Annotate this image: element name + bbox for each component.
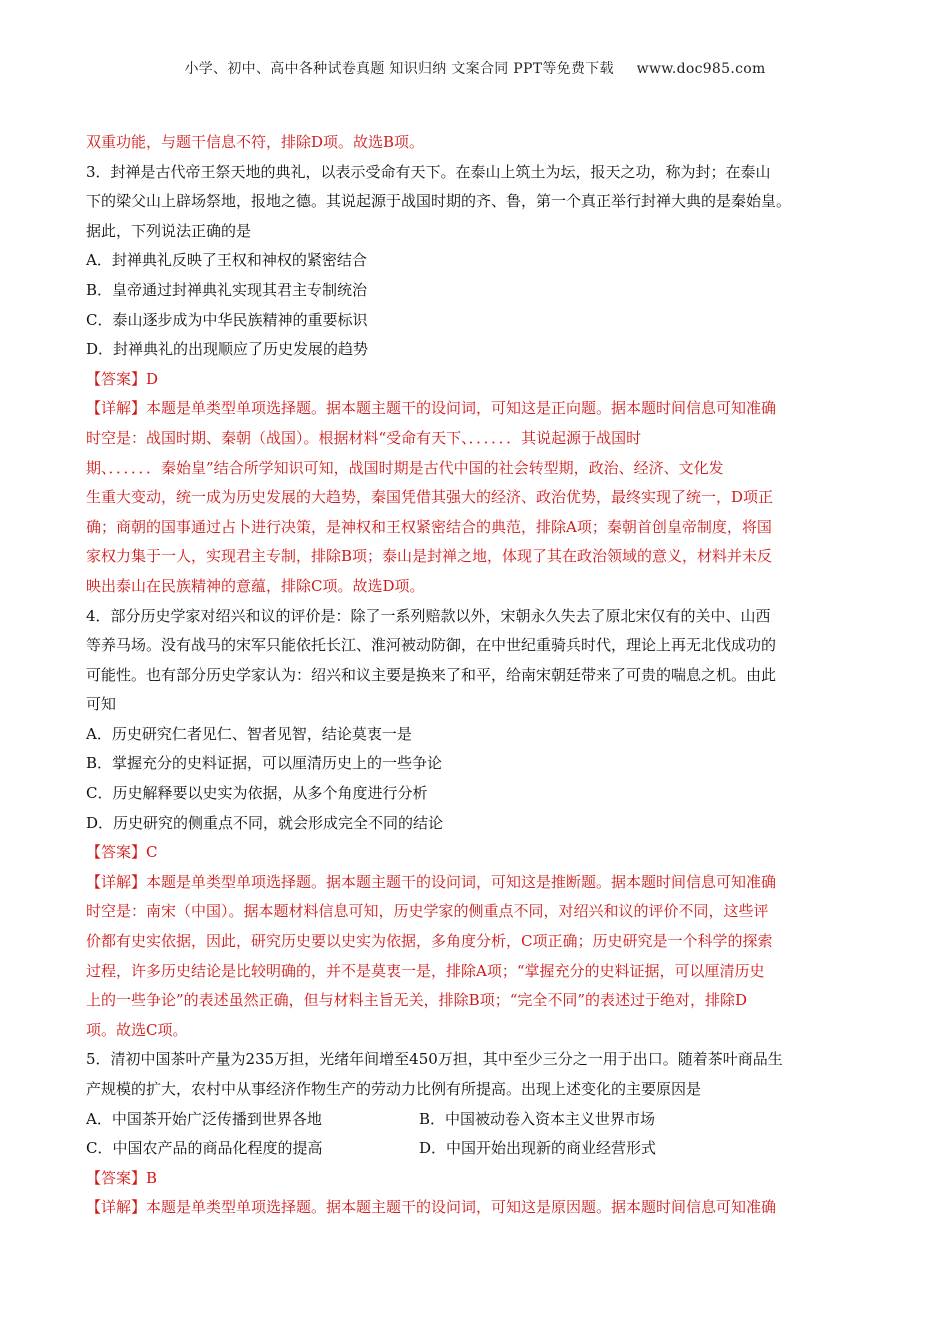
q4-detail-line: 上的一些争论”的表述虽然正确，但与材料主旨无关，排除B项；“完全不同”的表述过于绝对，排除D bbox=[86, 991, 748, 1010]
prev-answer-tail: 双重功能，与题干信息不符，排除D项。故选B项。 bbox=[86, 133, 425, 151]
q3-option-d: D．封禅典礼的出现顺应了历史发展的趋势 bbox=[86, 340, 369, 359]
header-url[interactable]: www.doc985.com bbox=[636, 61, 766, 77]
q3-detail-line: 时空是：战国时期、秦朝（战国）。根据材料“受命有天下、．．．．．．其说起源于战国时 bbox=[86, 428, 642, 447]
question-5 bbox=[86, 1045, 866, 1223]
q4-detail-line: 时空是：南宋（中国）。据本题材料信息可知，历史学家的侧重点不同，对绍兴和议的评价不同，这些评 bbox=[86, 902, 769, 921]
q3-detail-line: 确；商朝的国事通过占卜进行决策，是神权和王权紧密结合的典范，排除A项；秦朝首创皇帝制度，将国 bbox=[86, 517, 772, 536]
q3-stem-line: 下的梁父山上辟场祭地，报地之德。其说起源于战国时期的齐、鲁，第一个真正举行封禅大典的是秦始皇。 bbox=[86, 192, 792, 211]
q5-detail-line: 【详解】本题是单类型单项选择题。据本题主题干的设问词，可知这是原因题。据本题时间信息可知准确 bbox=[86, 1198, 777, 1217]
document-body bbox=[86, 128, 866, 1223]
q3-stem-line: 据此，下列说法正确的是 bbox=[86, 221, 252, 240]
q5-option-b: B．中国被动卷入资本主义世界市场 bbox=[419, 1109, 656, 1128]
q5-options-row bbox=[86, 1134, 866, 1164]
question-3 bbox=[86, 158, 866, 602]
q5-option-c: C．中国农产品的商品化程度的提高 bbox=[86, 1139, 323, 1158]
q5-options-row bbox=[86, 1105, 866, 1135]
q4-detail-line: 价都有史实依据，因此，研究历史要以史实为依据，多角度分析，C项正确；历史研究是一个科学的探索 bbox=[86, 932, 773, 951]
q3-detail-line: 家权力集于一人，实现君主专制，排除B项；泰山是封禅之地，体现了其在政治领域的意义，材料并未反 bbox=[86, 547, 773, 566]
q3-detail-line: 生重大变动，统一成为历史发展的大趋势，秦国凭借其强大的经济、政治优势，最终实现了统一，D项正 bbox=[86, 488, 774, 507]
q4-detail-line: 项。故选C项。 bbox=[86, 1020, 188, 1039]
q4-option-c: C．历史解释要以史实为依据，从多个角度进行分析 bbox=[86, 784, 428, 803]
q4-detail-line: 过程，许多历史结论是比较明确的，并不是莫衷一是，排除A项；“掌握充分的史料证据，可以厘清历史 bbox=[86, 961, 765, 980]
header-text: 小学、初中、高中各种试卷真题 知识归纳 文案合同 PPT等免费下载 bbox=[184, 61, 614, 77]
q3-option-b: B．皇帝通过封禅典礼实现其君主专制统治 bbox=[86, 280, 368, 299]
q4-stem-line: 可知 bbox=[86, 695, 117, 714]
q4-stem-line: 4．部分历史学家对绍兴和议的评价是：除了一系列赔款以外，宋朝永久失去了原北宋仅有的关中、山西 bbox=[86, 606, 771, 625]
q4-answer: 【答案】C bbox=[86, 843, 158, 862]
q3-stem-line: 3．封禅是古代帝王祭天地的典礼，以表示受命有天下。在泰山上筑土为坛，报天之功，称为封；在泰山 bbox=[86, 162, 771, 181]
q3-answer: 【答案】D bbox=[86, 369, 159, 388]
q4-detail-line: 【详解】本题是单类型单项选择题。据本题主题干的设问词，可知这是推断题。据本题时间信息可知准确 bbox=[86, 872, 777, 891]
q5-stem-line: 5．清初中国茶叶产量为235万担，光绪年间增至450万担，其中至少三分之一用于出口。随着茶叶商品生 bbox=[86, 1050, 783, 1069]
q3-detail-line: 期、．．．．．．秦始皇”结合所学知识可知，战国时期是古代中国的社会转型期，政治、经济、文化发 bbox=[86, 458, 724, 477]
q3-option-c: C．泰山逐步成为中华民族精神的重要标识 bbox=[86, 310, 368, 329]
q5-stem-line: 产规模的扩大，农村中从事经济作物生产的劳动力比例有所提高。出现上述变化的主要原因是 bbox=[86, 1080, 702, 1098]
q4-option-b: B．掌握充分的史料证据，可以厘清历史上的一些争论 bbox=[86, 754, 443, 773]
q3-detail-line: 映出泰山在民族精神的意蕴，排除C项。故选D项。 bbox=[86, 576, 425, 595]
page-header bbox=[0, 58, 950, 78]
q4-option-d: D．历史研究的侧重点不同，就会形成完全不同的结论 bbox=[86, 813, 444, 832]
q5-answer: 【答案】B bbox=[86, 1168, 158, 1187]
q4-stem-line: 等养马场。没有战马的宋军只能依托长江、淮河被动防御，在中世纪重骑兵时代，理论上再无北伐成功的 bbox=[86, 636, 777, 655]
q3-detail-line: 【详解】本题是单类型单项选择题。据本题主题干的设问词，可知这是正向题。据本题时间信息可知准确 bbox=[86, 399, 777, 418]
q4-option-a: A．历史研究仁者见仁、智者见智，结论莫衷一是 bbox=[86, 724, 412, 743]
q4-stem-line: 可能性。也有部分历史学家认为：绍兴和议主要是换来了和平，给南宋朝廷带来了可贵的喘息之机。由此 bbox=[86, 665, 777, 684]
q5-option-a: A．中国茶开始广泛传播到世界各地 bbox=[86, 1109, 322, 1128]
question-4 bbox=[86, 602, 866, 1046]
q3-option-a: A．封禅典礼反映了王权和神权的紧密结合 bbox=[86, 251, 367, 270]
q5-option-d: D．中国开始出现新的商业经营形式 bbox=[419, 1139, 657, 1158]
